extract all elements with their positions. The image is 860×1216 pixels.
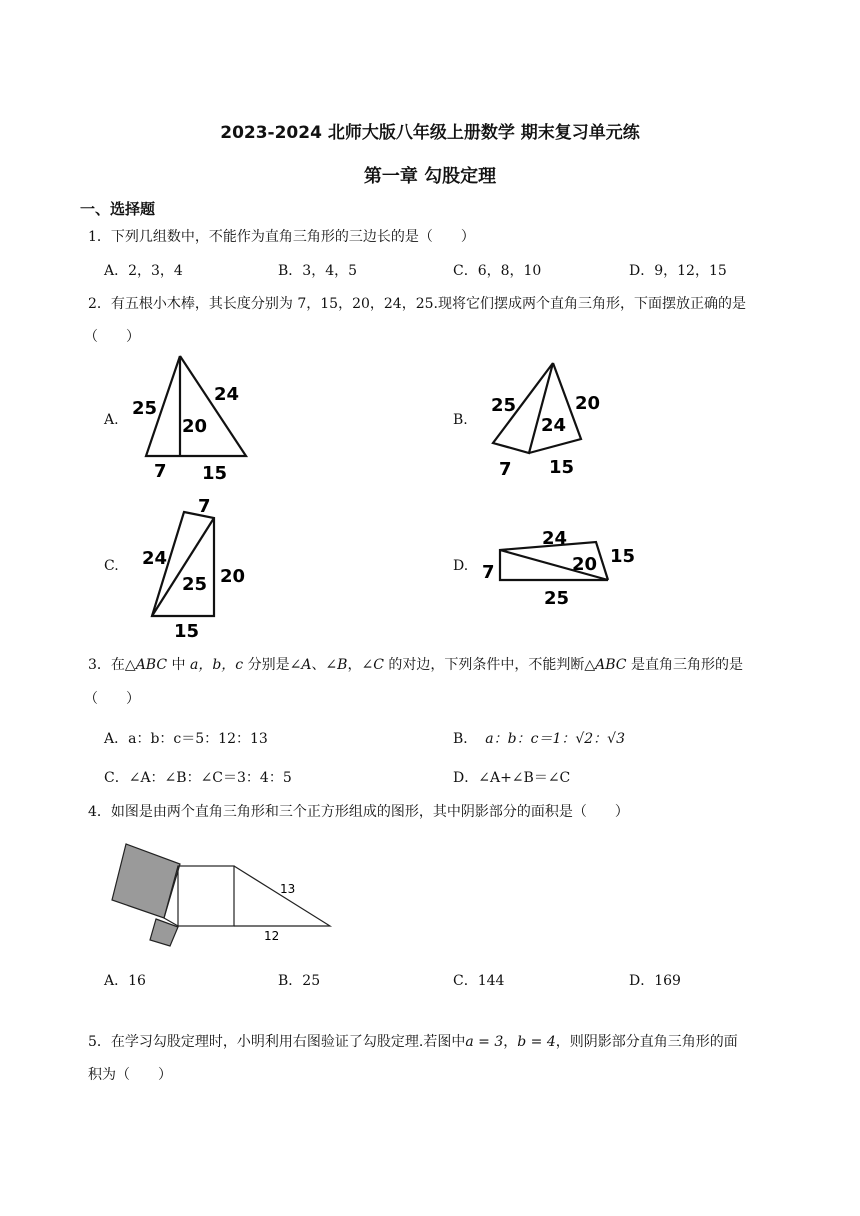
question-1-stem: 1．下列几组数中，不能作为直角三角形的三边长的是（ ） xyxy=(88,229,475,245)
fig-c-label-15: 15 xyxy=(174,621,200,642)
q2-label-c: C. xyxy=(104,558,119,574)
fig-b-label-24: 24 xyxy=(541,415,567,436)
fig-d-label-24: 24 xyxy=(542,528,568,549)
q4-label-13: 13 xyxy=(280,882,296,896)
question-5-stem-line2: 积为（ ） xyxy=(88,1067,172,1083)
fig-c-label-20: 20 xyxy=(220,566,246,587)
fig-c-label-24: 24 xyxy=(142,548,168,569)
q3-option-b: B． a：b：c＝1：√2：√3 xyxy=(453,731,626,747)
section-heading: 一、选择题 xyxy=(80,200,156,218)
q1-option-c: C．6，8，10 xyxy=(453,263,542,279)
q2-label-d: D. xyxy=(453,558,469,574)
document-title: 2023-2024 北师大版八年级上册数学 期末复习单元练 xyxy=(220,123,640,143)
q4-option-a: A．16 xyxy=(104,973,146,989)
q2-figure-a xyxy=(130,350,260,485)
fig-a-label-20: 20 xyxy=(182,416,208,437)
question-2-stem: 2．有五根小木棒，其长度分别为 7，15，20，24，25.现将它们摆成两个直角三角形，下面摆放正确的是 xyxy=(88,296,746,312)
fig-a-label-15: 15 xyxy=(202,463,228,484)
fig-a-label-24: 24 xyxy=(214,384,240,405)
fig-a-label-25: 25 xyxy=(132,398,158,419)
q3-option-c: C．∠A：∠B：∠C＝3：4：5 xyxy=(104,770,292,786)
question-4-stem: 4．如图是由两个直角三角形和三个正方形组成的图形，其中阴影部分的面积是（ ） xyxy=(88,804,629,820)
q3-option-d: D．∠A+∠B＝∠C xyxy=(453,770,571,786)
q3-option-a: A．a：b：c＝5：12：13 xyxy=(104,731,268,747)
fig-d-label-25: 25 xyxy=(544,588,570,609)
q1-option-b: B．3，4，5 xyxy=(278,263,358,279)
question-3-paren: （ ） xyxy=(84,691,140,707)
fig-b-label-7: 7 xyxy=(499,459,512,480)
question-5-stem: 5．在学习勾股定理时，小明利用右图验证了勾股定理.若图中a = 3，b = 4，则阴影部分直角三角形的面 xyxy=(88,1034,738,1050)
q4-option-b: B．25 xyxy=(278,973,321,989)
q2-figure-b xyxy=(485,355,615,485)
q2-label-b: B. xyxy=(453,412,468,428)
q1-option-a: A．2，3，4 xyxy=(104,263,183,279)
q2-figure-d xyxy=(478,522,638,612)
q4-option-d: D．169 xyxy=(629,973,681,989)
fig-c-label-7: 7 xyxy=(198,496,211,517)
q2-figure-c xyxy=(138,494,258,644)
fig-b-label-25: 25 xyxy=(491,395,517,416)
q4-option-c: C．144 xyxy=(453,973,505,989)
fig-d-label-7: 7 xyxy=(482,562,495,583)
fig-d-label-15: 15 xyxy=(610,546,636,567)
question-2-paren: （ ） xyxy=(84,329,140,345)
chapter-title: 第一章 勾股定理 xyxy=(363,166,497,187)
fig-b-label-20: 20 xyxy=(575,393,601,414)
fig-b-label-15: 15 xyxy=(549,457,575,478)
q1-option-d: D．9，12，15 xyxy=(629,263,727,279)
fig-a-label-7: 7 xyxy=(154,461,167,482)
fig-d-label-20: 20 xyxy=(572,554,598,575)
question-3-stem: 3．在△ABC 中 a，b，c 分别是∠A、∠B，∠C 的对边，下列条件中，不能判断△ABC 是直角三角形的是 xyxy=(88,657,743,673)
q2-label-a: A. xyxy=(104,412,119,428)
q4-label-12: 12 xyxy=(264,929,280,943)
q4-figure xyxy=(104,840,344,950)
fig-c-label-25: 25 xyxy=(182,574,208,595)
